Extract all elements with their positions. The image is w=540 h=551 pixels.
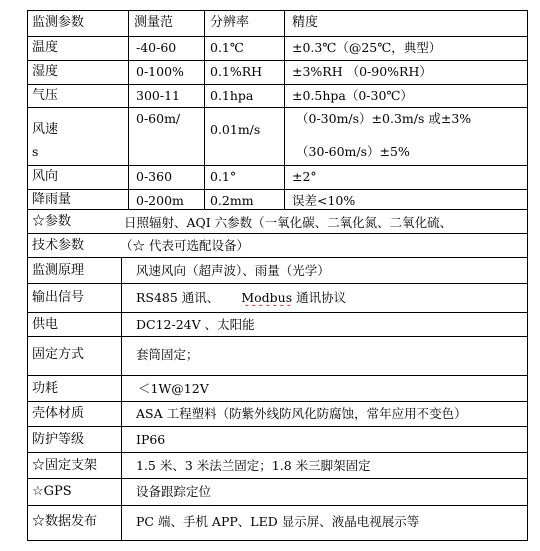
grid-line <box>27 312 528 313</box>
spec-value: 套筒固定； <box>136 347 199 362</box>
row-accuracy-wrap: （30-60m/s）±5% <box>296 144 410 159</box>
row-resolution: 0.01m/s <box>210 122 261 137</box>
row-param: 风向 <box>32 169 59 184</box>
grid-line <box>121 257 122 541</box>
row-range: 0-200m <box>136 193 184 208</box>
grid-line <box>27 165 528 166</box>
row-accuracy: ±3%RH （0-90%RH） <box>292 64 432 79</box>
spec-label: 功耗 <box>32 381 59 396</box>
row-param: 气压 <box>32 88 59 103</box>
grid-line <box>128 10 129 210</box>
row-resolution: 0.2mm <box>210 193 254 208</box>
spec-value-part: RS485 通讯、 <box>136 290 220 305</box>
grid-line <box>27 401 528 402</box>
row-range-wrap: s <box>32 144 39 159</box>
grid-line <box>204 10 205 210</box>
spec-value: 日照辐射、AQI 六参数（一氧化碳、二氧化氮、二氧化硫、 <box>124 215 453 230</box>
row-accuracy: ±2° <box>292 169 317 184</box>
row-resolution: 0.1%RH <box>210 64 263 79</box>
spec-label: 固定方式 <box>32 347 85 362</box>
spec-label: 监测原理 <box>32 263 85 278</box>
grid-line <box>27 257 528 258</box>
spec-value: DC12-24V 、太阳能 <box>136 317 255 332</box>
spec-label: 壳体材质 <box>32 406 85 421</box>
spec-value-part: 通讯协议 <box>292 290 347 305</box>
spec-label: ☆数据发布 <box>32 514 98 529</box>
row-param: 风速 <box>32 122 59 137</box>
spec-value: IP66 <box>136 432 166 447</box>
grid-line <box>27 375 528 376</box>
header-range: 测量范 <box>134 15 174 30</box>
grid-line <box>27 452 528 453</box>
row-accuracy: 误差<10% <box>292 193 356 208</box>
grid-line <box>27 84 528 85</box>
grid-line <box>27 540 528 541</box>
spec-value: ＜1W@12V <box>138 381 209 396</box>
spec-label: 防护等级 <box>32 432 85 447</box>
row-resolution: 0.1hpa <box>210 88 254 103</box>
grid-line <box>27 10 528 11</box>
grid-line <box>27 36 528 37</box>
spec-label: 供电 <box>32 317 59 332</box>
spec-label: 技术参数 <box>32 238 85 253</box>
row-accuracy: ±0.5hpa（0-30℃） <box>292 88 413 103</box>
grid-line <box>27 189 528 190</box>
row-param: 湿度 <box>32 64 59 79</box>
row-resolution: 0.1℃ <box>210 40 244 55</box>
spec-value: PC 端、手机 APP、LED 显示屏、液晶电视展示等 <box>136 514 420 529</box>
grid-line <box>27 505 528 506</box>
grid-line <box>27 10 28 541</box>
grid-line <box>527 10 528 541</box>
header-accuracy: 精度 <box>292 15 319 30</box>
grid-line <box>27 233 528 234</box>
spec-label: ☆固定支架 <box>32 458 98 473</box>
spec-value: 1.5 米、3 米法兰固定；1.8 米三脚架固定 <box>136 458 371 473</box>
grid-line <box>27 209 528 210</box>
spec-value: 设备跟踪定位 <box>136 484 212 499</box>
row-range: 300-11 <box>136 88 180 103</box>
header-resolution: 分辨率 <box>210 15 250 30</box>
grid-line <box>27 426 528 427</box>
spec-label: ☆GPS <box>32 484 72 499</box>
spec-value: （☆ 代表可选配设备） <box>120 238 249 253</box>
spec-label: ☆参数 <box>32 214 72 229</box>
row-param: 降雨量 <box>32 192 72 207</box>
row-range: 0-60m/ <box>136 111 181 126</box>
row-accuracy: （0-30m/s）±0.3m/s 或±3% <box>296 111 472 126</box>
row-range: -40-60 <box>136 40 177 55</box>
spec-label: 输出信号 <box>32 290 85 305</box>
grid-line <box>27 283 528 284</box>
row-range: 0-100% <box>136 64 184 79</box>
modbus-text: Modbus <box>241 290 293 305</box>
grid-line <box>27 336 528 337</box>
grid-line <box>284 10 285 210</box>
spec-value <box>136 290 346 306</box>
grid-line <box>27 60 528 61</box>
row-accuracy: ±0.3℃（@25℃，典型） <box>292 40 442 55</box>
row-resolution: 0.1° <box>210 169 237 184</box>
grid-line <box>27 478 528 479</box>
spec-value: ASA 工程塑料（防紫外线防风化防腐蚀，常年应用不变色） <box>136 406 467 421</box>
row-param: 温度 <box>32 40 59 55</box>
header-param: 监测参数 <box>32 15 85 30</box>
grid-line <box>27 107 528 108</box>
spec-value: 风速风向（超声波）、雨量（光学） <box>136 263 330 278</box>
row-range: 0-360 <box>136 169 173 184</box>
